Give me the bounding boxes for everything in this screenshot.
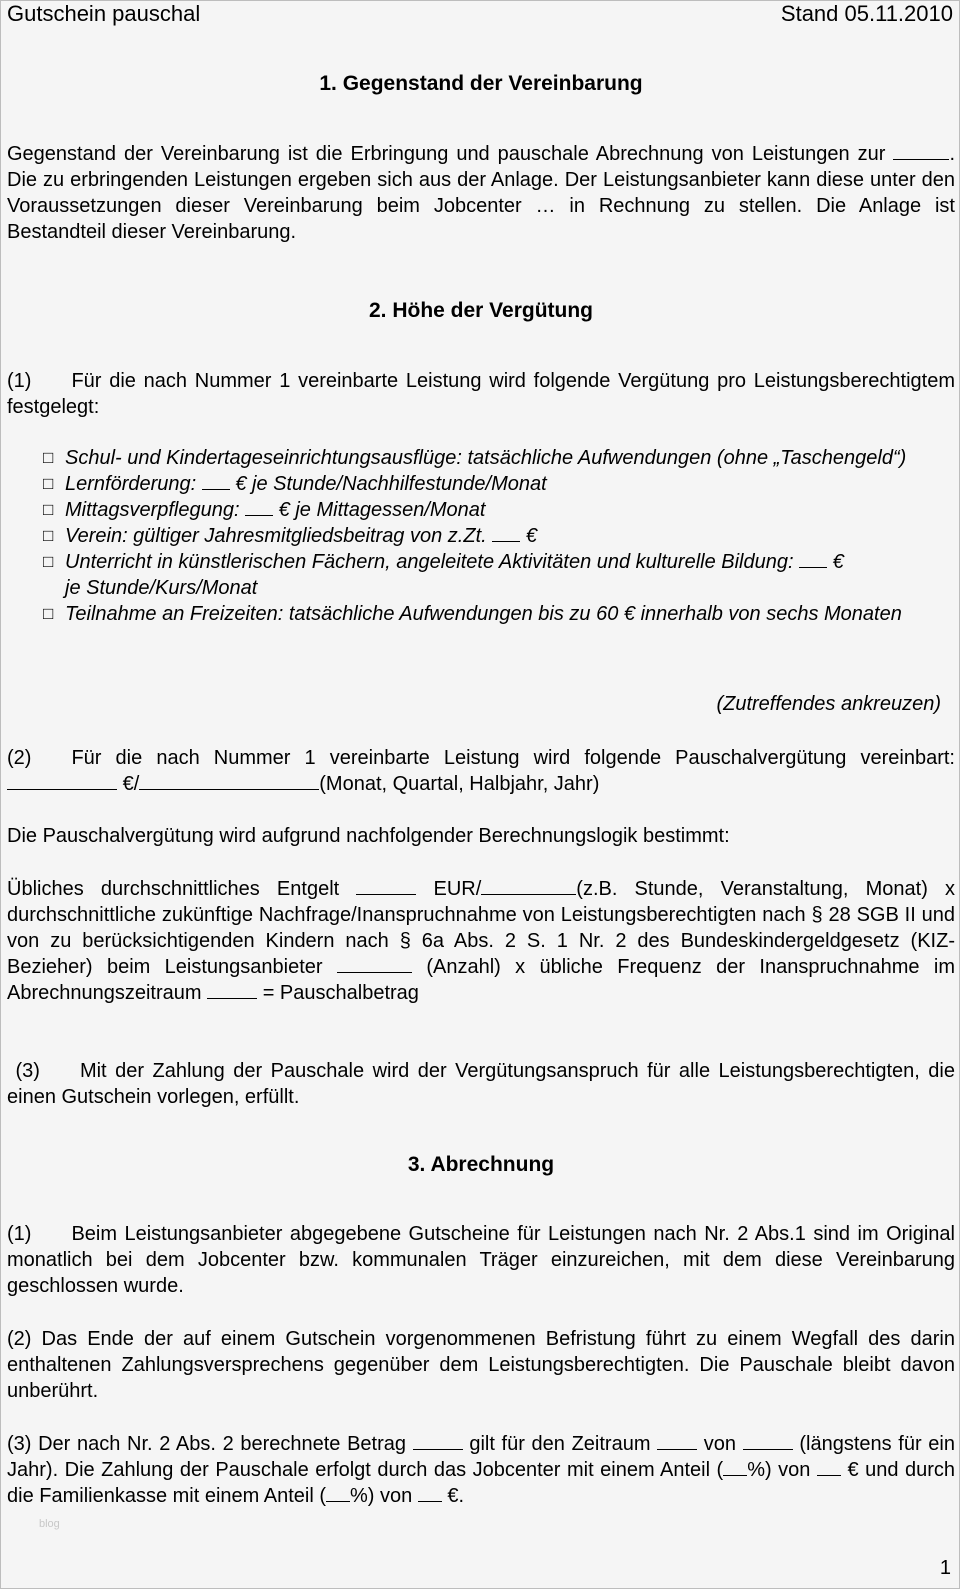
blank-field <box>337 954 412 973</box>
instruction-note: (Zutreffendes ankreuzen) <box>716 693 941 715</box>
section-2-para-3: Die Pauschalvergütung wird aufgrund nachfolgender Berechnungslogik bestimmt: <box>7 825 730 847</box>
section-3-title: 3. Abrechnung <box>407 1153 555 1176</box>
blank-field <box>413 1431 463 1450</box>
blank-field <box>481 876 576 895</box>
blank-field <box>139 771 319 790</box>
blank-field <box>743 1431 793 1450</box>
section-3-para-3: (3) Der nach Nr. 2 Abs. 2 berechnete Betrag gilt für den Zeitraum von (längstens für ein Jahr). Die Zahlung der Pauschale erfolgt durch das Jobcenter mit einem Anteil ( %) von € und durch die Familienkasse mit einem Anteil ( %) von €. <box>7 1433 955 1507</box>
section-2-para-4: (3) Mit der Zahlung der Pauschale wird der Vergütungsanspruch für alle Leistungsberechtigten, die einen Gutschein vorlegen, erfüllt. <box>7 1060 955 1108</box>
checkbox-icon[interactable]: □ <box>43 474 54 493</box>
header-title: Gutschein pauschal <box>7 1 201 26</box>
blank-field <box>817 1457 841 1476</box>
checkbox-icon[interactable]: □ <box>43 552 54 571</box>
section-1-title: 1. Gegenstand der Vereinbarung <box>319 72 643 95</box>
section-3-para-2: (2) Das Ende der auf einem Gutschein vorgenommenen Befristung führt zu einem Wegfall des darin enthaltenen Zahlungsversprechens gegenüber dem Leistungsberechtigten. Die Pauschale bleibt davon unberührt. <box>7 1328 955 1402</box>
blank-field <box>799 549 827 568</box>
section-1-text: Gegenstand der Vereinbarung ist die Erbringung und pauschale Abrechnung von Leistungen zur . Die zu erbringenden Leistungen ergeben sich aus der Anlage. Der Leistungsanbieter kann diese unter den Voraussetzungen dieser Vereinbarung beim Jobcenter … in Rechnung zu stellen. Die Anlage ist Bestandteil dieser Vereinbarung. <box>7 143 956 243</box>
header-date: Stand 05.11.2010 <box>780 1 953 26</box>
benefit-list <box>43 445 955 627</box>
checkbox-icon[interactable]: □ <box>43 604 54 623</box>
list-item[interactable]: □ Unterricht in künstlerischen Fächern, angeleitete Aktivitäten und kulturelle Bildung: € je Stunde/Kurs/Monat <box>43 551 844 599</box>
blank-field <box>492 523 520 542</box>
page-header <box>7 1 953 27</box>
section-3-para-1: (1) Beim Leistungsanbieter abgegebene Gutscheine für Leistungen nach Nr. 2 Abs.1 sind im Original monatlich bei dem Jobcenter bzw. kommunalen Träger einzureichen, mit dem diese Vereinbarung geschlossen wurde. <box>7 1223 955 1297</box>
checkbox-icon[interactable]: □ <box>43 448 54 467</box>
blank-field <box>7 771 117 790</box>
list-item[interactable]: □ Teilnahme an Freizeiten: tatsächliche Aufwendungen bis zu 60 € innerhalb von sechs Monaten <box>43 603 902 625</box>
list-item[interactable]: □ Verein: gültiger Jahresmitgliedsbeitrag von z.Zt. € <box>43 525 537 547</box>
blank-field <box>326 1483 350 1502</box>
calculation-text: Übliches durchschnittliches Entgelt EUR/ (z.B. Stunde, Veranstaltung, Monat) x durchschnittliche zukünftige Nachfrage/Inanspruchnahme von Leistungsberechtigten nach § 28 SGB II und von zu berücksichtigenden Kindern nach § 6a Abs. 2 S. 1 Nr. 2 des Bundeskindergeldgesetz (KIZ-Bezieher) beim Leistungsanbieter (Anzahl) x übliche Frequenz der Inanspruchnahme im Abrechnungszeitraum = Pauschalbetrag <box>7 878 955 1004</box>
blank-field <box>723 1457 747 1476</box>
list-item[interactable]: □ Lernförderung: € je Stunde/Nachhilfestunde/Monat <box>43 473 547 495</box>
checkbox-icon[interactable]: □ <box>43 526 54 545</box>
section-2-title: 2. Höhe der Vergütung <box>368 299 594 322</box>
blank-field <box>356 876 416 895</box>
blank-field <box>657 1431 697 1450</box>
section-2-para-2: (2) Für die nach Nummer 1 vereinbarte Leistung wird folgende Pauschalvergütung vereinbart: €/ (Monat, Quartal, Halbjahr, Jahr) <box>7 747 955 795</box>
checkbox-icon[interactable]: □ <box>43 500 54 519</box>
blank-field <box>202 471 230 490</box>
watermark: blog <box>39 1518 60 1530</box>
blank-field <box>418 1483 442 1502</box>
page-number: 1 <box>939 1557 951 1579</box>
blank-field <box>207 980 257 999</box>
list-item[interactable]: □ Mittagsverpflegung: € je Mittagessen/Monat <box>43 499 486 521</box>
blank-field <box>245 497 273 516</box>
list-item[interactable]: □ Schul- und Kindertageseinrichtungsausflüge: tatsächliche Aufwendungen (ohne „Taschengeld“) <box>43 447 907 469</box>
blank-field <box>893 141 949 160</box>
section-2-para-1: (1) Für die nach Nummer 1 vereinbarte Leistung wird folgende Vergütung pro Leistungsberechtigtem festgelegt: <box>7 370 955 418</box>
